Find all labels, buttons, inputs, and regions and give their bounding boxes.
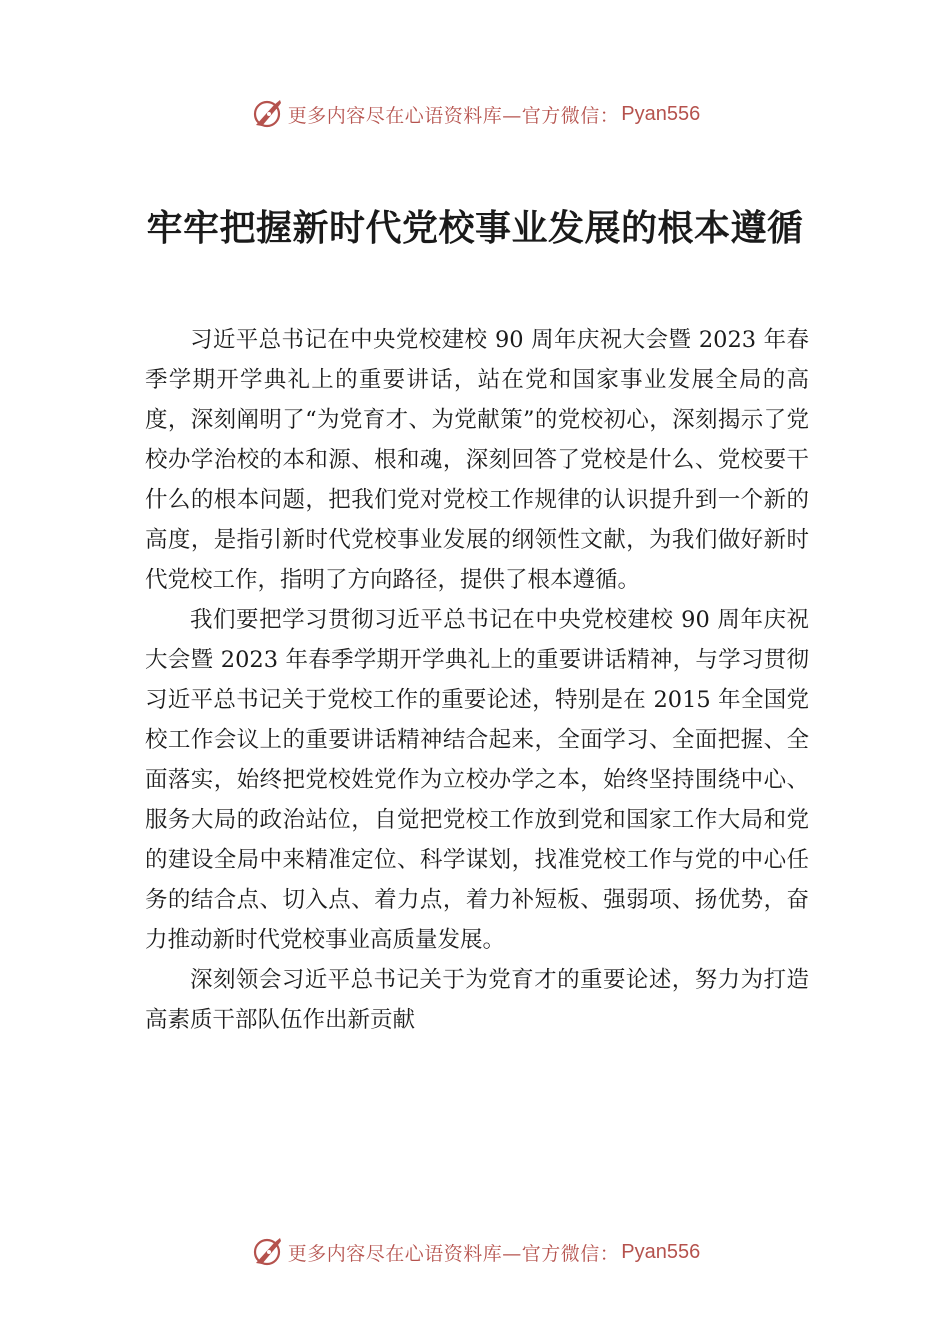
pen-nib-icon — [250, 97, 284, 131]
paragraph: 深刻领会习近平总书记关于为党育才的重要论述，努力为打造高素质干部队伍作出新贡献 — [145, 967, 809, 1033]
pen-nib-icon — [250, 1235, 284, 1269]
header-banner — [0, 96, 950, 132]
paragraph: 习近平总书记在中央党校建校 90 周年庆祝大会暨 2023 年春季学期开学典礼上的重要讲话，站在党和国家事业发展全局的高度，深刻阐明了“为党育才、为党献策”的党校初心，深刻揭示了党校办学治校的本和源、根和魂，深刻回答了党校是什么、党校要干什么的根本问题，把我们党对党校工作规律的认识提升到一个新的高度，是指引新时代党校事业发展的纲领性文献，为我们做好新时代党校工作，指明了方向路径，提供了根本遵循。 — [145, 327, 809, 593]
banner-text: 更多内容尽在心语资料库—官方微信： — [287, 104, 620, 127]
document-title: 牢牢把握新时代党校事业发展的根本遵循 — [146, 207, 804, 249]
paragraph: 我们要把学习贯彻习近平总书记在中央党校建校 90 周年庆祝大会暨 2023 年春季学期开学典礼上的重要讲话精神，与学习贯彻习近平总书记关于党校工作的重要论述，特别是在 2015 年全国党校工作会议上的重要讲话精神结合起来，全面学习、全面把握、全面落实，始终把党校姓党作为立校办学之本，始终坚持围绕中心、服务大局的政治站位，自觉把党校工作放到党和国家工作大局和党的建设全局中来精准定位、科学谋划，找准党校工作与党的中心任务的结合点、切入点、着力点，着力补短板、强弱项、扬优势，奋力推动新时代党校事业高质量发展。 — [145, 607, 809, 953]
wechat-handle: Pyan556 — [621, 102, 701, 125]
wechat-handle: Pyan556 — [621, 1240, 701, 1263]
document-body — [145, 320, 809, 1040]
banner-text: 更多内容尽在心语资料库—官方微信： — [287, 1242, 620, 1265]
footer-banner — [0, 1234, 950, 1270]
